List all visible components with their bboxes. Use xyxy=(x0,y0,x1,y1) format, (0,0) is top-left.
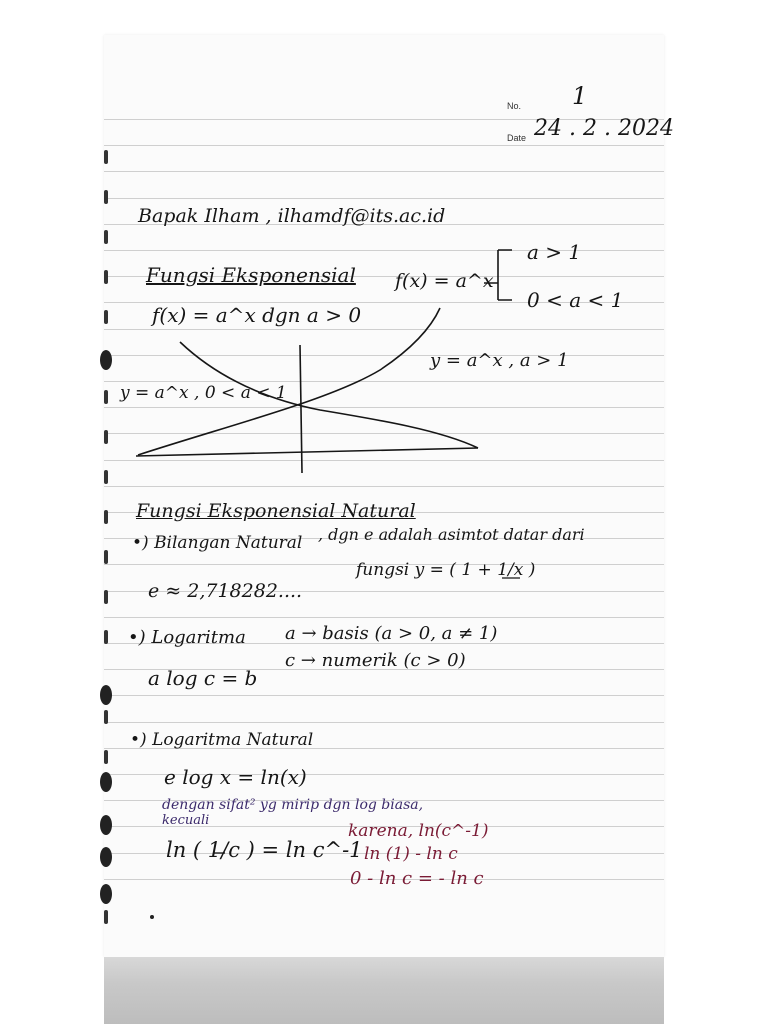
pen-dot xyxy=(150,915,154,919)
asimtot-note: , dgn e adalah asimtot datar dari xyxy=(318,525,585,544)
bilangan-natural: •) Bilangan Natural xyxy=(132,533,303,553)
definition-eksponensial: f(x) = a^x dgn a > 0 xyxy=(152,303,362,327)
heading-eksponensial-natural: Fungsi Eksponensial Natural xyxy=(136,500,416,522)
ln-inverse-rule: ln ( 1/c ) = ln c^-1 xyxy=(166,838,363,862)
growth-curve xyxy=(138,308,440,455)
no-label: No. xyxy=(507,101,522,111)
heading-logaritma: •) Logaritma xyxy=(128,627,246,648)
ln-definition: e log x = ln(x) xyxy=(164,765,307,789)
basis-note: a → basis (a > 0, a ≠ 1) xyxy=(285,623,498,644)
branch-case-a-between: 0 < a < 1 xyxy=(527,288,624,312)
heading-logaritma-natural: •) Logaritma Natural xyxy=(130,730,314,750)
proof-step-2: 0 - ln c = - ln c xyxy=(350,868,484,889)
x-axis xyxy=(136,448,478,456)
heading-fungsi-eksponensial: Fungsi Eksponensial xyxy=(146,263,356,287)
sifat-note: dengan sifat² yg mirip dgn log biasa, xyxy=(162,797,424,813)
date-label: Date xyxy=(507,133,527,143)
karena-step: karena, ln(c^-1) xyxy=(348,821,489,841)
branch-case-a-gt-1: a > 1 xyxy=(527,240,582,264)
numerik-note: c → numerik (c > 0) xyxy=(285,650,466,671)
branch-function: f(x) = a^x xyxy=(395,270,494,292)
kecuali-note: kecuali xyxy=(162,813,210,828)
decay-curve xyxy=(180,342,478,448)
y-axis xyxy=(300,345,302,473)
fungsi-limit: fungsi y = ( 1 + 1/x ) xyxy=(356,560,536,580)
curve-label-growth: y = a^x , a > 1 xyxy=(430,350,569,371)
page-number: 1 xyxy=(572,82,588,110)
contact-line: Bapak Ilham , ilhamdf@its.ac.id xyxy=(138,205,446,227)
curve-label-decay: y = a^x , 0 < a < 1 xyxy=(120,383,287,403)
proof-step-1: ln (1) - ln c xyxy=(364,844,458,864)
log-expression: a log c = b xyxy=(148,666,258,690)
branch-bracket xyxy=(484,250,512,300)
date-value: 24 . 2 . 2024 xyxy=(534,116,674,141)
e-value: e ≈ 2,718282.... xyxy=(148,580,303,602)
